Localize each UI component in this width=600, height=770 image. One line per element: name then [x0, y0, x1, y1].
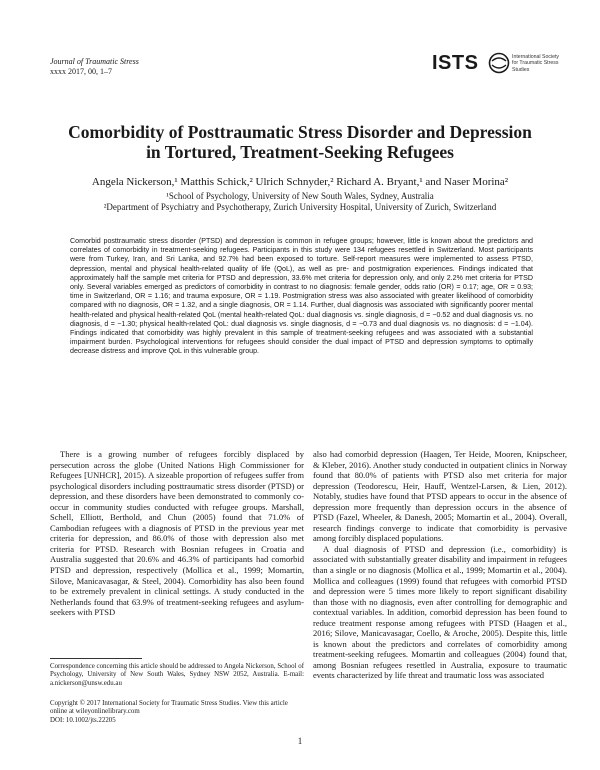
title-line-2: in Tortured, Treatment-Seeking Refugees: [146, 142, 454, 162]
article-title: [40, 122, 560, 162]
page-number: 1: [297, 736, 303, 746]
issue-line: xxxx 2017, 00, 1–7: [50, 67, 112, 76]
right-column: [313, 449, 567, 681]
affiliation-2: ²Department of Psychiatry and Psychotherapy, Zurich University Hospital, University of Zurich, Switzerland: [103, 202, 497, 212]
affiliations: [40, 191, 560, 213]
title-line-1: Comorbidity of Posttraumatic Stress Disorder and Depression: [68, 122, 532, 142]
footnote-divider: [50, 658, 142, 659]
journal-name: Journal of Traumatic Stress: [50, 57, 139, 66]
logo-subtitle: [512, 54, 572, 73]
body-paragraph: There is a growing number of refugees forcibly displaced by persecution across the globe (United Nations High Commissioner for Refugees [UNHCR], 2015). A sizeable proportion of refugees suffer from psychological disorders including posttraumatic stress disorder (PTSD) or depression, and these disorders have been demonstrated to commonly co-occur in community studies conducted with refugee groups. Marshall, Schell, Elliott, Berthold, and Chun (2005) found that 71.0% of Cambodian refugees with a diagnosis of PTSD in the previous year met criteria for depression, and 86.0% of those with depression also met criteria for PTSD. Research with Bosnian refugees in Croatia and Australia suggested that 20.6% and 46.3% of participants had comorbid PTSD and depression, respectively (Mollica et al., 1999; Momartin, Silove, Manicavasagar, & Steel, 2004). Comorbidity has also been found to be extremely prevalent in clinical settings. A study conducted in the Netherlands found that 63.9% of treatment-seeking refugees and asylum-seekers with PTSD: [50, 449, 304, 618]
body-paragraph: A dual diagnosis of PTSD and depression (i.e., comorbidity) is associated with substantially greater disability and impairment in refugees than a single or no diagnosis (Mollica et al., 1999; Momartin et al., 2004). Mollica and colleagues (1999) found that refugees with comorbid PTSD and depression were 5 times more likely to report significant disability than those with no diagnosis, even after controlling for demographic and contextual variables. In addition, comorbid depression has been found to reduce treatment response among refugees with PTSD (Haagen et al., 2016; Silove, Manicavasagar, Coello, & Aroche, 2005). Despite this, little is known about the predictors and correlates of comorbidity among treatment-seeking refugees. Momartin and colleagues (2004) found that, among Bosnian refugees resettled in Australia, exposure to traumatic events characterized by life threat and traumatic loss was associated: [313, 543, 567, 681]
journal-header: [50, 57, 139, 77]
author-list: Angela Nickerson,¹ Matthis Schick,² Ulrich Schnyder,² Richard A. Bryant,¹ and Naser Morina²: [91, 176, 509, 188]
globe-icon: [488, 52, 510, 74]
logo-acronym: ISTS: [432, 52, 479, 74]
doi-text: DOI: 10.1002/jts.22205: [50, 716, 116, 724]
correspondence-note: Correspondence concerning this article should be addressed to Angela Nickerson, School of Psychology, University of New South Wales, Sydney NSW 2052, Australia. E-mail: a.nickerson@unsw.edu.au: [50, 663, 304, 687]
copyright-text: Copyright © 2017 International Society for Traumatic Stress Studies. View this article online at wileyonlinelibrary.com: [50, 700, 288, 716]
left-column: [50, 449, 304, 618]
ists-logo: [432, 52, 572, 82]
logo-line-2: for Traumatic Stress Studies: [512, 60, 559, 73]
body-paragraph: also had comorbid depression (Haagen, Ter Heide, Mooren, Knipscheer, & Kleber, 2016). Another study conducted in outpatient clinics in Norway found that 80.0% of patients with PTSD also met criteria for major depression (Teodorescu, Heir, Hauff, Wentzel-Larsen, & Lien, 2012). Notably, studies have found that PTSD appears to occur in the absence of depression more frequently than depression occurs in the absence of PTSD (Fazel, Wheeler, & Danesh, 2005; Momartin et al., 2004). Overall, research findings converge to indicate that comorbidity is pervasive among forcibly displaced populations.: [313, 449, 567, 544]
affiliation-1: ¹School of Psychology, University of New South Wales, Sydney, Australia: [166, 191, 434, 201]
abstract: Comorbid posttraumatic stress disorder (PTSD) and depression is common in refugee groups; however, little is known about the predictors and correlates of comorbidity in treatment-seeking refugees. Participants in this study were 134 refugees resettled in Switzerland. Most participants were from Turkey, Iran, and Sri Lanka, and 92.7% had been exposed to torture. Self-report measures were implemented to assess PTSD, depression, mental and physical health-related quality of life (QoL), as well as pre- and postmigration experiences. Findings indicated that approximately half the sample met criteria for PTSD and depression, 33.6% met criteria for depression only, and only 2.2% met criteria for PTSD only. Several variables emerged as predictors of comorbidity in contrast to no diagnosis: female gender, odds ratio (OR) = 0.17; age, OR = 0.93; time in Switzerland, OR = 1.16; and trauma exposure, OR = 1.19. Postmigration stress was also associated with greater likelihood of comorbidity compared with no diagnosis, OR = 1.32, and a single diagnosis, OR = 1.14. Further, dual diagnosis was associated with significantly poorer mental health-related and physical health-related QoL (mental health-related QoL: dual diagnosis vs. single diagnosis, d = −0.52 and dual diagnosis vs. no diagnosis, d = −1.30; physical health-related QoL: dual diagnosis vs. single diagnosis, d = −0.73 and dual diagnosis vs. no diagnosis: d = −1.04). Findings indicated that comorbidity was highly prevalent in this sample of treatment-seeking refugees and was associated with a substantial impairment burden. Psychological interventions for refugees should consider the dual impact of PTSD and depression symptoms to optimally decrease distress and improve QoL in this vulnerable group.: [70, 237, 533, 356]
copyright-note: [50, 700, 304, 725]
logo-line-1: International Society: [512, 54, 560, 60]
